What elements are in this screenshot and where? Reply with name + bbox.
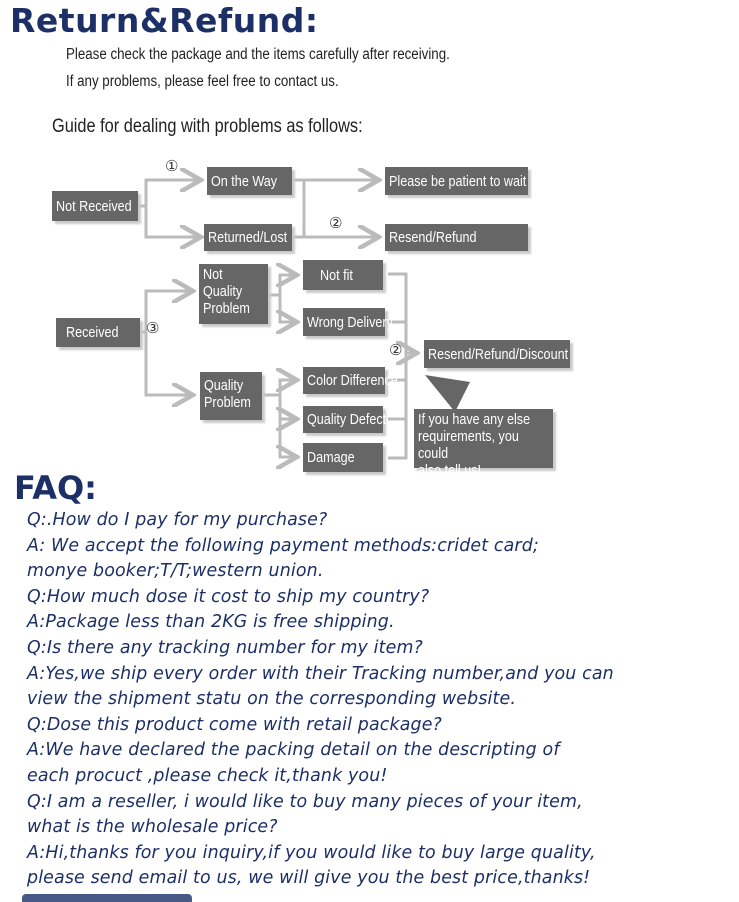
quality-problem-box: Quality Problem [200, 372, 262, 420]
marker-one: ① [165, 157, 179, 175]
resend-refund-box: Resend/Refund [385, 224, 528, 251]
received-box: Received [56, 318, 140, 347]
faq-line: A:Hi,thanks for you inquiry,if you would like to buy large quality, [27, 842, 596, 863]
resend-refund-discount-box: Resend/Refund/Discount [424, 340, 570, 368]
faq-list [27, 508, 727, 892]
quality-defect-box: Quality Defect [303, 406, 383, 433]
marker-three: ③ [146, 319, 160, 337]
faq-line: Q:How much dose it cost to ship my country? [27, 586, 430, 607]
not-quality-problem-box: Not Quality Problem [199, 264, 268, 324]
faq-line: monye booker;T/T;western union. [27, 561, 324, 582]
faq-line: Q:I am a reseller, i would like to buy many pieces of your item, [27, 791, 583, 812]
faq-line: Q:Is there any tracking number for my item? [27, 637, 423, 658]
wrong-delivery-box: Wrong Delivery [303, 308, 385, 336]
faq-line: each procuct ,please check it,thank you! [27, 765, 388, 786]
faq-line: A:Yes,we ship every order with their Tracking number,and you can [27, 663, 614, 684]
not-received-box: Not Received [52, 191, 138, 221]
on-the-way-box: On the Way [207, 167, 292, 195]
faq-line: Q:.How do I pay for my purchase? [27, 510, 328, 530]
patient-wait-box: Please be patient to wait [385, 167, 528, 195]
faq-line: what is the wholesale price? [27, 817, 278, 838]
problem-flowchart [0, 150, 739, 479]
faq-line: A: We accept the following payment methods:cridet card; [27, 535, 539, 556]
return-refund-title: Return&Refund: [10, 1, 319, 40]
cropped-heading-fragment [22, 894, 192, 902]
color-difference-box: Color Difference [303, 367, 385, 394]
intro-line-1: Please check the package and the items carefully after receiving. [66, 46, 450, 63]
else-requirements-bubble: If you have any else requirements, you could also tell us! [414, 409, 553, 468]
returned-lost-box: Returned/Lost [204, 224, 292, 251]
faq-line: view the shipment statu on the corresponding website. [27, 689, 517, 710]
faq-line: please send email to us, we will give you the best price,thanks! [27, 868, 591, 889]
faq-title: FAQ: [14, 469, 97, 507]
faq-line: Q:Dose this product come with retail package? [27, 714, 442, 735]
guide-heading: Guide for dealing with problems as follows: [52, 116, 363, 137]
damage-box: Damage [303, 443, 383, 472]
marker-two-top: ② [329, 214, 343, 232]
intro-line-2: If any problems, please feel free to contact us. [66, 73, 339, 90]
marker-two-bottom: ② [389, 341, 403, 359]
faq-line: A:Package less than 2KG is free shipping. [27, 612, 395, 633]
faq-line: A:We have declared the packing detail on the descripting of [27, 740, 560, 761]
not-fit-box: Not fit [303, 260, 383, 290]
